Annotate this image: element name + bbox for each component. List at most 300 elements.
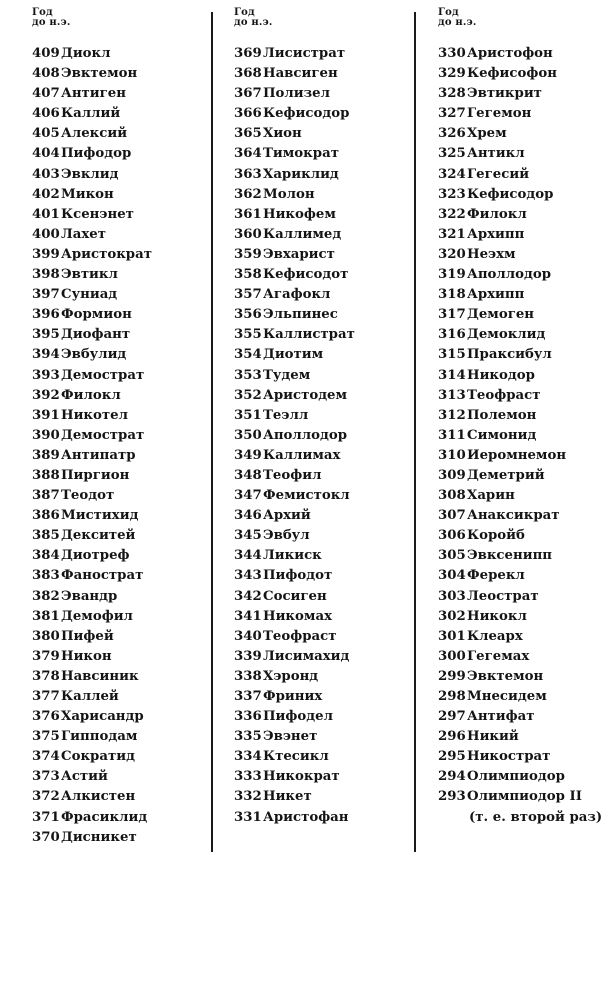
column-1 (32, 8, 202, 848)
list-item (234, 707, 404, 727)
year-value: 303 (438, 588, 466, 604)
archon-name: Антикл (467, 146, 525, 162)
archon-name: Диотим (263, 347, 324, 363)
list-item (438, 506, 610, 526)
list-item (234, 526, 404, 546)
archon-name: Архипп (467, 226, 525, 242)
archon-name: Олимпиодор II (467, 789, 582, 805)
archon-name: Коройб (467, 528, 525, 544)
year-value: 365 (234, 126, 262, 142)
list-item (234, 767, 404, 787)
year-value: 348 (234, 467, 262, 483)
year-value: 370 (32, 829, 60, 845)
year-value: 297 (438, 709, 466, 725)
archon-name: Молон (263, 186, 315, 202)
header-year-label: Год (32, 7, 53, 18)
year-value: 298 (438, 689, 466, 704)
archon-name: Архий (263, 508, 311, 524)
list-item (32, 828, 202, 848)
list-item (32, 546, 202, 566)
list-item (234, 44, 404, 64)
list-item (32, 486, 202, 506)
year-value: 401 (32, 206, 60, 222)
archon-name: Алексий (61, 126, 128, 142)
year-value: 400 (32, 226, 60, 242)
list-item (438, 325, 610, 345)
archon-name: Аполлодор (263, 427, 348, 443)
archon-name: Гегесий (467, 166, 530, 182)
year-value: 345 (234, 528, 262, 544)
year-value: 380 (32, 628, 60, 644)
archon-name: Каллимах (263, 447, 341, 463)
column-2 (234, 8, 404, 828)
archon-name: Фемистокл (263, 488, 350, 504)
list-item (32, 607, 202, 627)
year-value: 317 (438, 307, 466, 323)
year-value: 355 (234, 327, 262, 343)
year-value: 363 (234, 166, 262, 182)
list-item (234, 144, 404, 164)
list-item (234, 747, 404, 767)
archon-name: Гипподам (61, 729, 138, 745)
archon-name: Полизел (263, 86, 330, 102)
list-item (438, 727, 610, 747)
archon-name: Сократид (61, 749, 135, 765)
archon-name: Демофил (61, 608, 133, 624)
list-item (32, 245, 202, 265)
archon-name: Пифодор (61, 146, 132, 162)
list-item (32, 587, 202, 607)
list-item (234, 546, 404, 566)
header-era-label: до н.э. (32, 17, 71, 28)
list-item (438, 84, 610, 104)
archon-name: Навсиген (263, 66, 338, 82)
year-value: 326 (438, 126, 466, 142)
list-item (32, 285, 202, 305)
year-value: 305 (438, 548, 466, 564)
list-item (438, 64, 610, 84)
list-item (438, 245, 610, 265)
list-item (32, 124, 202, 144)
archon-name: Кефисофон (467, 66, 557, 82)
list-item (32, 707, 202, 727)
year-value: 392 (32, 387, 60, 403)
archon-name: Аристофон (467, 46, 553, 61)
list-item (32, 627, 202, 647)
year-value: 372 (32, 789, 60, 805)
list-item (32, 667, 202, 687)
list-item (234, 466, 404, 486)
archon-name: Харисандр (61, 709, 144, 725)
archon-name: Гегемон (467, 106, 532, 122)
year-value: 300 (438, 648, 466, 664)
list-item (32, 345, 202, 365)
archon-name: Теофил (263, 467, 322, 483)
year-value: 327 (438, 106, 466, 122)
list-item (438, 44, 610, 64)
archon-name: Ктесикл (263, 749, 329, 765)
list-item (234, 787, 404, 807)
list-item (438, 747, 610, 767)
year-value: 383 (32, 568, 60, 584)
year-value: 391 (32, 407, 60, 423)
year-value: 405 (32, 126, 60, 142)
year-value: 321 (438, 226, 466, 242)
list-item (234, 607, 404, 627)
archon-name: Никон (61, 648, 112, 664)
year-value: 356 (234, 307, 262, 323)
year-value: 408 (32, 66, 60, 82)
archon-name: Демоклид (467, 327, 546, 343)
header-era-label: до н.э. (234, 17, 273, 28)
archon-name: Харин (467, 488, 515, 504)
archon-name: Неэхм (467, 246, 516, 262)
archon-name: Хариклид (263, 166, 339, 182)
archon-name: Ферекл (467, 568, 525, 584)
list-item (32, 325, 202, 345)
year-value: 343 (234, 568, 262, 584)
year-value: 329 (438, 66, 466, 82)
list-item (234, 205, 404, 225)
archon-name: Аристофан (263, 809, 349, 825)
list-item (32, 366, 202, 386)
archon-name: Деметрий (467, 467, 545, 483)
list-item (438, 165, 610, 185)
archon-name: Лахет (61, 226, 107, 242)
year-value: 386 (32, 508, 60, 524)
list-item (234, 84, 404, 104)
year-value: 396 (32, 307, 60, 323)
archon-name: Микон (61, 186, 114, 202)
list-item (32, 727, 202, 747)
year-value: 325 (438, 146, 466, 162)
list-item (32, 64, 202, 84)
year-value: 342 (234, 588, 262, 604)
archon-name: Мнесидем (467, 689, 547, 704)
archon-name: Никет (263, 789, 312, 805)
list-item (32, 466, 202, 486)
archon-name: Эвэнет (263, 729, 318, 745)
year-value: 395 (32, 327, 60, 343)
list-item (234, 245, 404, 265)
list-item (234, 647, 404, 667)
archon-name: Каллей (61, 689, 119, 704)
header-year-label: Год (438, 7, 459, 18)
list-item (234, 808, 404, 828)
year-value: 398 (32, 267, 60, 283)
archon-name: Эвбул (263, 528, 310, 544)
list-item (32, 787, 202, 807)
column-divider (211, 12, 213, 852)
archon-name: Ксенэнет (61, 206, 134, 222)
archon-list (438, 44, 610, 808)
year-value: 319 (438, 267, 466, 283)
archon-name: Дисникет (61, 829, 137, 845)
archon-name: Симонид (467, 427, 537, 443)
list-item (438, 607, 610, 627)
year-value: 307 (438, 508, 466, 524)
list-item (438, 647, 610, 667)
year-value: 403 (32, 166, 60, 182)
column-header (32, 8, 202, 44)
archon-name: Теодот (61, 488, 115, 504)
list-item (438, 345, 610, 365)
archon-name: Фрасиклид (61, 809, 148, 825)
list-item (234, 165, 404, 185)
list-item (438, 305, 610, 325)
year-value: 397 (32, 287, 60, 303)
list-item (32, 747, 202, 767)
archon-name: Антипатр (61, 447, 136, 463)
archon-name: Олимпиодор (467, 769, 565, 785)
list-item (234, 104, 404, 124)
year-value: 293 (438, 789, 466, 805)
year-value: 367 (234, 86, 262, 102)
list-item (438, 124, 610, 144)
archon-name: Алкистен (61, 789, 136, 805)
year-value: 364 (234, 146, 262, 162)
year-value: 389 (32, 447, 60, 463)
archon-name: Кефисодот (263, 267, 349, 283)
archon-name: Каллимед (263, 226, 342, 242)
year-value: 368 (234, 66, 262, 82)
list-item (438, 426, 610, 446)
list-item (438, 466, 610, 486)
archon-name: Иеромнемон (467, 447, 567, 463)
archon-name: Мистихид (61, 508, 139, 524)
archon-name: Анаксикрат (467, 508, 560, 524)
archon-name: Теэлл (263, 407, 309, 423)
year-value: 313 (438, 387, 466, 403)
list-item (32, 687, 202, 707)
year-value: 358 (234, 267, 262, 283)
list-item (234, 366, 404, 386)
year-value: 312 (438, 407, 466, 423)
list-item (32, 305, 202, 325)
archon-name: Антиген (61, 86, 127, 102)
archon-name: Эвксенипп (467, 548, 553, 564)
year-value: 374 (32, 749, 60, 765)
list-item (234, 124, 404, 144)
archon-name: Эвклид (61, 166, 119, 182)
year-value: 409 (32, 46, 60, 61)
list-item (438, 185, 610, 205)
year-value: 402 (32, 186, 60, 202)
list-item (32, 386, 202, 406)
archon-name: Эвтикрит (467, 86, 542, 102)
archon-name: Фриних (263, 689, 323, 704)
archon-name: Эвбулид (61, 347, 127, 363)
archon-name: Никомах (263, 608, 332, 624)
archon-name: Демострат (61, 367, 145, 383)
year-value: 376 (32, 709, 60, 725)
list-item (234, 406, 404, 426)
year-value: 353 (234, 367, 262, 383)
year-value: 339 (234, 648, 262, 664)
list-item (438, 707, 610, 727)
list-item (32, 185, 202, 205)
year-value: 375 (32, 729, 60, 745)
list-item (438, 627, 610, 647)
archon-name: Хион (263, 126, 302, 142)
year-value: 373 (32, 769, 60, 785)
year-value: 377 (32, 689, 60, 704)
year-value: 394 (32, 347, 60, 363)
year-value: 404 (32, 146, 60, 162)
year-value: 315 (438, 347, 466, 363)
list-item (234, 627, 404, 647)
list-item (234, 587, 404, 607)
list-item (438, 787, 610, 807)
year-value: 379 (32, 648, 60, 664)
archon-name: Архипп (467, 287, 525, 303)
year-value: 362 (234, 186, 262, 202)
year-value: 341 (234, 608, 262, 624)
year-value: 335 (234, 729, 262, 745)
year-value: 361 (234, 206, 262, 222)
year-value: 294 (438, 769, 466, 785)
year-value: 399 (32, 246, 60, 262)
list-item (438, 587, 610, 607)
archon-name: Сосиген (263, 588, 327, 604)
year-value: 346 (234, 508, 262, 524)
archon-name: Формион (61, 307, 132, 323)
archon-name: Суниад (61, 287, 118, 303)
list-item (438, 406, 610, 426)
year-value: 371 (32, 809, 60, 825)
list-item (438, 366, 610, 386)
list-item (438, 767, 610, 787)
archon-name: Эвктемон (61, 66, 138, 82)
archon-name: Никодор (467, 367, 535, 383)
archon-name: Никократ (263, 769, 340, 785)
list-item (234, 305, 404, 325)
list-item (32, 44, 202, 64)
archon-name: Каллий (61, 106, 121, 122)
list-item (234, 667, 404, 687)
archon-name: Кефисодор (467, 186, 554, 202)
list-item (438, 144, 610, 164)
header-year-label: Год (234, 7, 255, 18)
list-item (234, 386, 404, 406)
archon-name: Демострат (61, 427, 145, 443)
year-value: 310 (438, 447, 466, 463)
list-item (234, 265, 404, 285)
archon-name: Никокл (467, 608, 527, 624)
year-value: 369 (234, 46, 262, 61)
archon-name: Каллистрат (263, 327, 355, 343)
year-value: 385 (32, 528, 60, 544)
archon-name: Лисимахид (263, 648, 350, 664)
year-value: 306 (438, 528, 466, 544)
list-item (32, 265, 202, 285)
list-item (234, 185, 404, 205)
list-item (234, 566, 404, 586)
year-value: 309 (438, 467, 466, 483)
year-value: 320 (438, 246, 466, 262)
year-value: 338 (234, 668, 262, 684)
list-item (32, 647, 202, 667)
archon-name: Хрем (467, 126, 507, 142)
year-value: 381 (32, 608, 60, 624)
list-item (438, 265, 610, 285)
year-value: 318 (438, 287, 466, 303)
archon-name: Агафокл (263, 287, 331, 303)
archon-name: Пиргион (61, 467, 130, 483)
list-item (438, 446, 610, 466)
year-value: 359 (234, 246, 262, 262)
archon-name: Тимократ (263, 146, 339, 162)
list-item (32, 165, 202, 185)
list-item (438, 486, 610, 506)
archon-name: Эвандр (61, 588, 118, 604)
archon-name: Демоген (467, 307, 535, 323)
archon-name: Лисистрат (263, 46, 346, 61)
list-item (438, 566, 610, 586)
archon-name: Эвтикл (61, 267, 118, 283)
archon-name: Аристодем (263, 387, 348, 403)
column-3 (438, 8, 610, 828)
year-value: 314 (438, 367, 466, 383)
archon-name: Гегемах (467, 648, 530, 664)
list-item (32, 225, 202, 245)
archon-name: Никофем (263, 206, 336, 222)
year-value: 349 (234, 447, 262, 463)
list-item (234, 426, 404, 446)
list-item (234, 727, 404, 747)
archon-name: Леострат (467, 588, 539, 604)
year-value: 350 (234, 427, 262, 443)
list-item (32, 205, 202, 225)
archon-name: Эвктемон (467, 668, 544, 684)
archon-name: Теофраст (467, 387, 541, 403)
archon-name: Пифодел (263, 709, 333, 725)
archon-name: Фанострат (61, 568, 144, 584)
year-value: 387 (32, 488, 60, 504)
year-value: 330 (438, 46, 466, 61)
archon-name: Полемон (467, 407, 537, 423)
archon-name: Никий (467, 729, 519, 745)
year-value: 336 (234, 709, 262, 725)
year-value: 351 (234, 407, 262, 423)
year-value: 340 (234, 628, 262, 644)
year-value: 390 (32, 427, 60, 443)
year-value: 295 (438, 749, 466, 765)
column-divider (414, 12, 416, 852)
archon-name: Антифат (467, 709, 535, 725)
list-item (234, 486, 404, 506)
year-value: 302 (438, 608, 466, 624)
column-header (234, 8, 404, 44)
list-item (438, 104, 610, 124)
archon-name: Диофант (61, 327, 131, 343)
list-item (32, 526, 202, 546)
column-header (438, 8, 610, 44)
archon-name: Праксибул (467, 347, 552, 363)
year-value: 382 (32, 588, 60, 604)
archon-name: Диотреф (61, 548, 130, 564)
year-value: 354 (234, 347, 262, 363)
year-value: 316 (438, 327, 466, 343)
year-value: 357 (234, 287, 262, 303)
year-value: 378 (32, 668, 60, 684)
archon-name: Хэронд (263, 668, 319, 684)
year-value: 308 (438, 488, 466, 504)
archon-name: Астий (61, 769, 108, 785)
year-value: 406 (32, 106, 60, 122)
archon-name: Пифей (61, 628, 114, 644)
list-item (438, 687, 610, 707)
